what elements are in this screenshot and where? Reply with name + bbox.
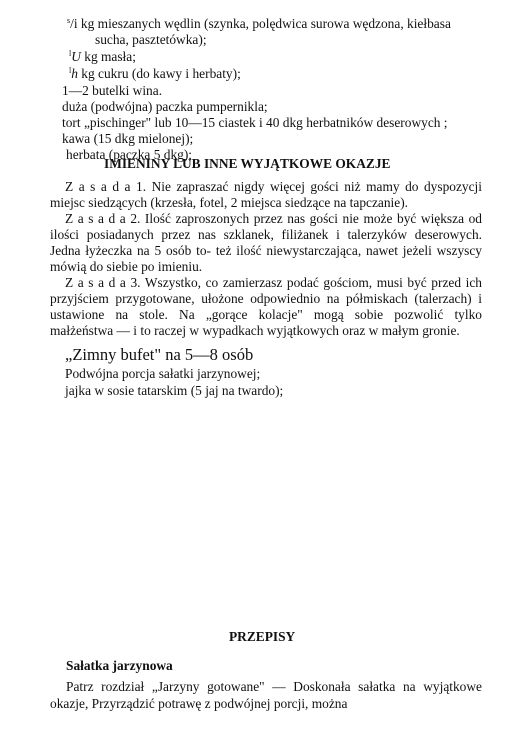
recipe-line: Patrz rozdział „Jarzyny gotowane" — Doskonała sałatka na wyjątkowe xyxy=(66,679,482,694)
buffet-item: Podwójna porcja sałatki jarzynowej; xyxy=(65,366,261,381)
rule-line: przyjściem przygotowane, ułożone odpowiednio na półmiskach (talerzach) i xyxy=(50,291,482,306)
list-line-text: kg cukru (do kawy i herbaty); xyxy=(77,66,241,81)
fraction-mark: h xyxy=(71,66,78,81)
fraction-superscript: s xyxy=(67,16,71,25)
rule-line: miejsc siedzących (krzesła, fotel, 2 miejsca siedzące na tapczanie). xyxy=(50,195,409,210)
list-line xyxy=(69,66,241,82)
list-line: 1—2 butelki wina. xyxy=(62,83,163,98)
fraction-mark: U xyxy=(71,49,81,64)
list-line xyxy=(69,49,136,65)
list-line: sucha, pasztetówka); xyxy=(95,32,207,47)
list-line-text: /i kg mieszanych wędlin (szynka, polędwica surowa wędzona, kiełbasa xyxy=(70,16,451,31)
rule-line: ilości posiadanych przez nas szklanek, filiżanek i talerzyków deserowych. xyxy=(50,227,482,242)
recipe-title: Sałatka jarzynowa xyxy=(66,658,173,673)
rule-line: małżeństwa — i to raczej w wypadkach wyjątkowych oraz w małym gronie. xyxy=(50,323,460,338)
fraction-superscript: l xyxy=(69,66,72,75)
recipes-heading: PRZEPISY xyxy=(229,629,296,644)
rule-line: Jedna łyżeczka na 5 osób to- też ilość niewystarczająca, nawet jeżeli wszyscy xyxy=(50,243,482,258)
list-line: herbata (paczka 5 dkg); xyxy=(66,147,193,162)
recipe-line: okazje, Przyrządzić potrawę z podwójnej porcji, można xyxy=(50,696,348,711)
rule-line: Z a s a d a 1. Nie zapraszać nigdy więcej gości niż mamy do dyspozycji xyxy=(65,179,482,194)
list-line: kawa (15 dkg mielonej); xyxy=(62,131,194,146)
buffet-title: „Zimny bufet" na 5—8 osób xyxy=(65,345,254,364)
list-line: duża (podwójna) paczka pumpernikla; xyxy=(62,99,268,114)
fraction-superscript: l xyxy=(69,49,72,58)
rule-line: ustawione na stole. Na „gorące kolacje" mogą sobie pozwolić tylko xyxy=(50,307,482,322)
rule-line: mówią do siebie po imieniu. xyxy=(50,259,203,274)
buffet-item: jajka w sosie tatarskim (5 jaj na twardo); xyxy=(65,383,284,398)
rule-line: Z a s a d a 3. Wszystko, co zamierzasz podać gościom, musi być przed ich xyxy=(65,275,482,290)
list-line: tort „pischinger" lub 10—15 ciastek i 40 dkg herbatników deserowych ; xyxy=(62,115,448,130)
rule-line: Z a s a d a 2. Ilość zaproszonych przez nas gości nie może być większa od xyxy=(65,211,482,226)
list-line xyxy=(67,16,451,32)
list-line-text: kg masła; xyxy=(80,49,136,64)
section-heading: IMIENINY LUB INNE WYJĄTKOWE OKAZJE xyxy=(104,156,391,171)
